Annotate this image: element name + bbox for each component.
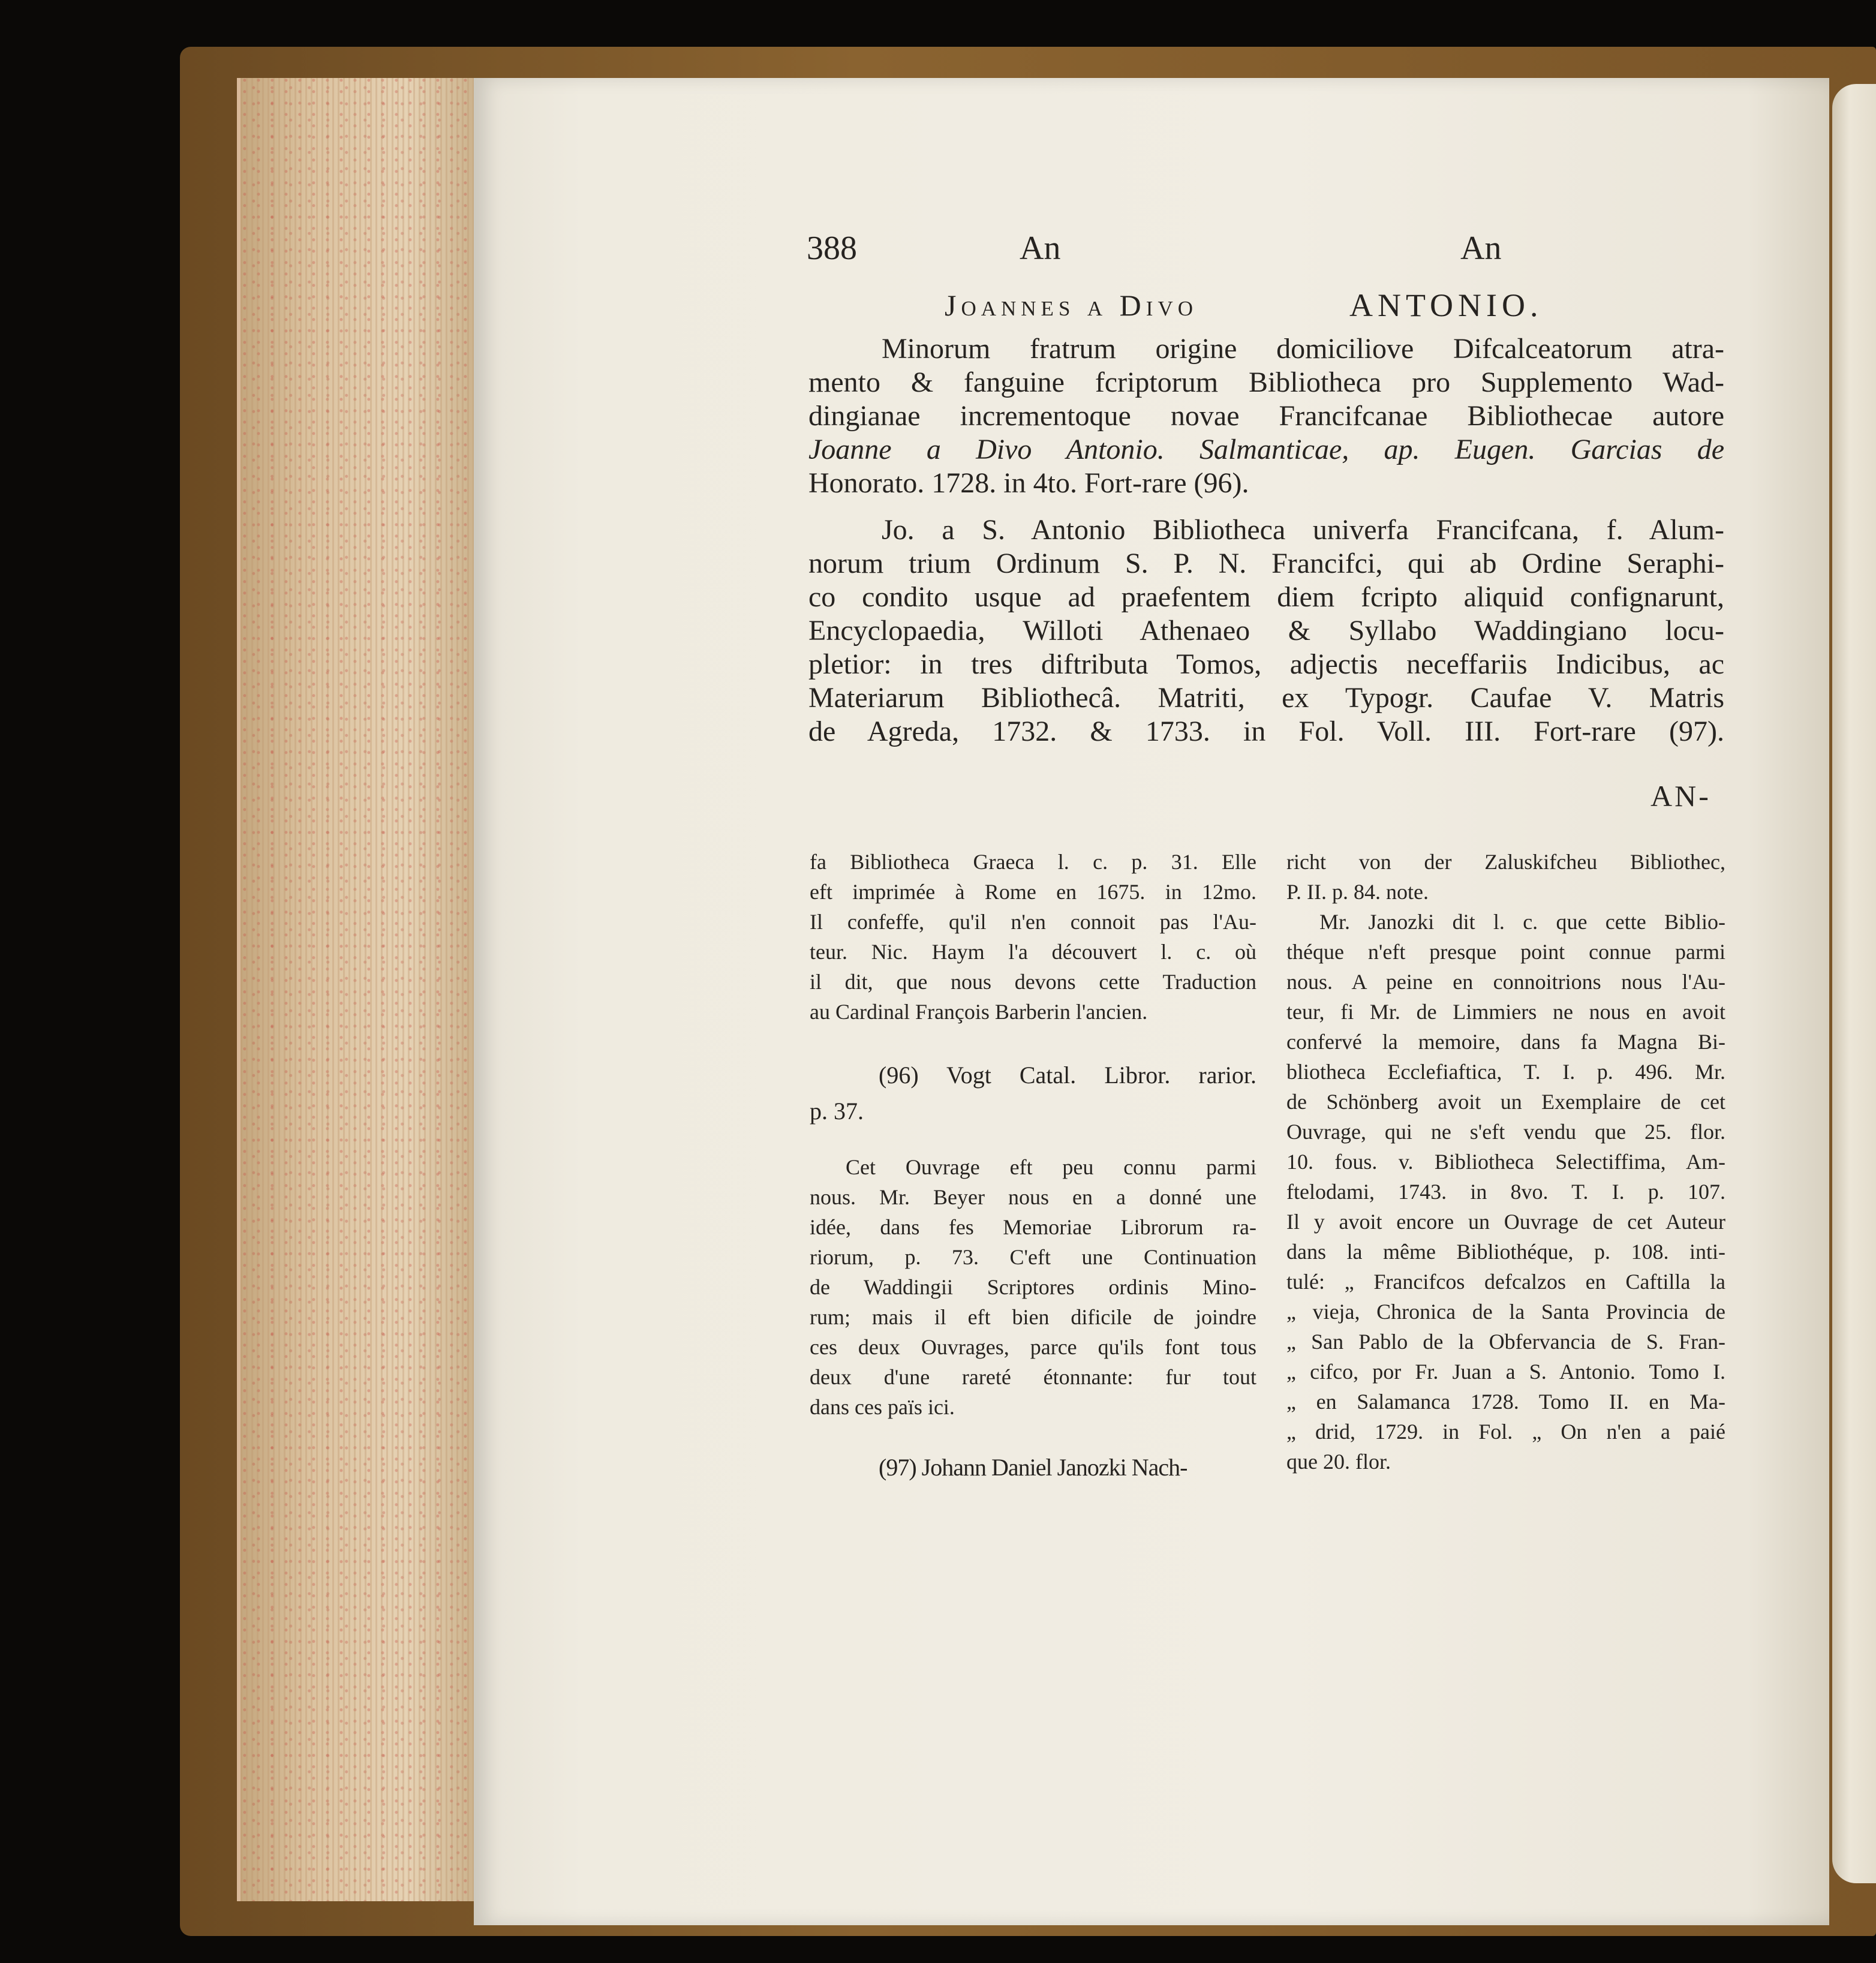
entry-heading-part2: ANTONIO. [1349,287,1543,323]
footnote-line: tulé: „ Francifcos defcalzos en Caftilla la [1286,1270,1725,1294]
main-line: de Agreda, 1732. & 1733. in Fol. Voll. III. Fort-rare (97). [808,716,1724,747]
main-line: mento & fanguine fcriptorum Bibliotheca pro Supplemento Wad- [808,366,1724,398]
footnote-line: Il y avoit encore un Ouvrage de cet Auteur [1286,1210,1725,1234]
footnote-line: 10. fous. v. Bibliotheca Selectiffima, Am- [1286,1150,1725,1174]
main-line: Joanne a Divo Antonio. Salmanticae, ap. Eugen. Garcias de [808,434,1724,465]
footnote-line: teur, fi Mr. de Limmiers ne nous en avoit [1286,1000,1725,1024]
page-number: 388 [807,230,857,267]
main-line: pletior: in tres diftributa Tomos, adjectis neceffariis Indicibus, ac [808,648,1724,680]
footnote-line: nous. A peine en connoitrions nous l'Au- [1286,970,1725,994]
footnote-line: théque n'eft presque point connue parmi [1286,940,1725,964]
catchword: AN- [1650,779,1711,813]
entry-heading-part1: Joannes a Divo [945,288,1198,322]
main-line: co condito usque ad praefentem diem fcripto aliquid confignarunt, [808,581,1724,613]
footnote-line: de Waddingii Scriptores ordinis Mino- [810,1275,1256,1299]
footnote-line: dans la même Bibliothéque, p. 108. inti- [1286,1240,1725,1264]
footnote-line: „ en Salamanca 1728. Tomo II. en Ma- [1286,1390,1725,1414]
footnote-line: Cet Ouvrage eft peu connu parmi [846,1155,1256,1179]
footnote-line: dans ces païs ici. [810,1395,955,1419]
main-line: Jo. a S. Antonio Bibliotheca univerfa Francifcana, f. Alum- [882,514,1724,546]
footnote-line: Ouvrage, qui ne s'eft vendu que 25. flor. [1286,1120,1725,1144]
main-line: Materiarum Bibliothecâ. Matriti, ex Typogr. Caufae V. Matris [808,682,1724,714]
footnote-line: ftelodami, 1743. in 8vo. T. I. p. 107. [1286,1180,1725,1204]
running-head-right: An [1460,230,1502,267]
footnote-line: Il confeffe, qu'il n'en connoit pas l'Au- [810,910,1256,934]
footnote-line: il dit, que nous devons cette Traduction [810,970,1256,994]
footnote-line: (97) Johann Daniel Janozki Nach- [879,1454,1187,1481]
footnote-line: bliotheca Ecclefiaftica, T. I. p. 496. Mr. [1286,1060,1725,1084]
footnote-line: „ drid, 1729. in Fol. „ On n'en a paié [1286,1420,1725,1444]
footnote-line: teur. Nic. Haym l'a découvert l. c. où [810,940,1256,964]
footnote-line: eft imprimée à Rome en 1675. in 12mo. [810,880,1256,904]
footnote-line: p. 37. [810,1098,864,1125]
footnote-line: ces deux Ouvrages, parce qu'ils font tous [810,1335,1256,1359]
footnote-line: riorum, p. 73. C'eft une Continuation [810,1245,1256,1269]
footnote-line: fa Bibliotheca Graeca l. c. p. 31. Elle [810,850,1256,874]
footnote-line: Mr. Janozki dit l. c. que cette Biblio- [1319,910,1725,934]
footnote-line: idée, dans fes Memoriae Librorum ra- [810,1215,1256,1239]
footnote-line: au Cardinal François Barberin l'ancien. [810,1000,1148,1024]
footnote-line: richt von der Zaluskifcheu Bibliothec, [1286,850,1725,874]
footnote-line: nous. Mr. Beyer nous en a donné une [810,1185,1256,1209]
main-line: Minorum fratrum origine domiciliove Difcalceatorum atra- [882,333,1724,365]
running-head-left: An [1020,230,1061,267]
facing-page-edge [1832,84,1876,1883]
footnote-line: que 20. flor. [1286,1450,1391,1474]
footnote-line: (96) Vogt Catal. Libror. rarior. [879,1062,1256,1089]
footnote-line: „ vieja, Chronica de la Santa Provincia de [1286,1300,1725,1324]
footnote-line: confervé la memoire, dans fa Magna Bi- [1286,1030,1725,1054]
main-line: dingianae incrementoque novae Francifcanae Bibliothecae autore [808,400,1724,432]
entry-heading-name [945,288,1198,323]
footnote-line: rum; mais il eft bien dificile de joindre [810,1305,1256,1329]
footnote-line: de Schönberg avoit un Exemplaire de cet [1286,1090,1725,1114]
footnote-line: „ San Pablo de la Obfervancia de S. Fran- [1286,1330,1725,1354]
footnote-line: „ cifco, por Fr. Juan a S. Antonio. Tomo I. [1286,1360,1725,1384]
footnote-line: P. II. p. 84. note. [1286,880,1429,904]
main-line: Encyclopaedia, Willoti Athenaeo & Syllabo Waddingiano locu- [808,615,1724,647]
main-line: Honorato. 1728. in 4to. Fort-rare (96). [808,467,1249,499]
main-line: norum trium Ordinum S. P. N. Francifci, qui ab Ordine Seraphi- [808,548,1724,579]
footnote-line: deux d'une rareté étonnante: fur tout [810,1365,1256,1389]
page-edges [237,78,480,1901]
